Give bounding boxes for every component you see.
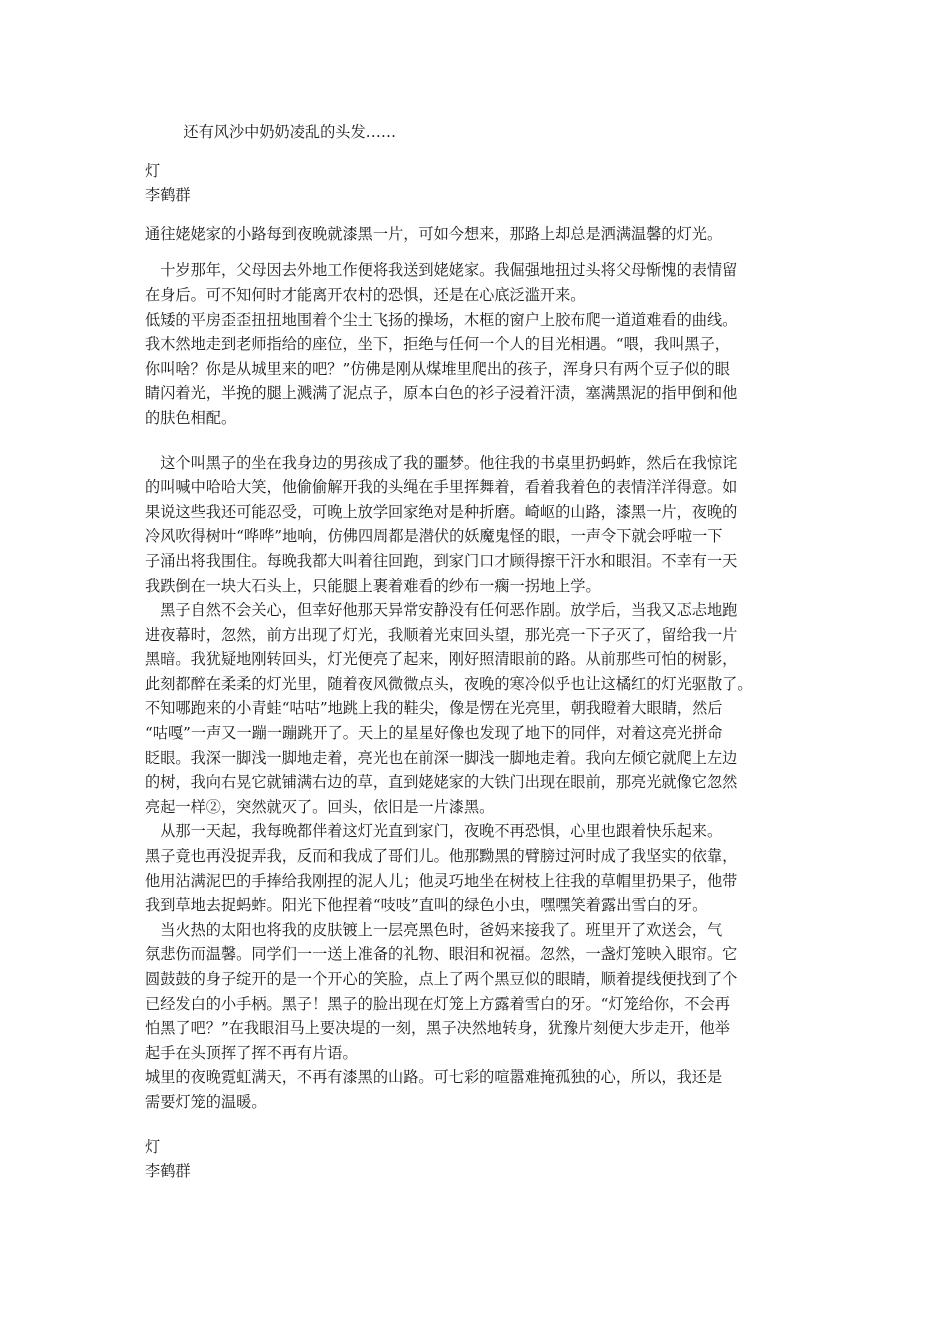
text-line: 的肤色相配。 [145,408,237,427]
text-line: 黑暗。我犹疑地刚转回头，灯光便亮了起来，刚好照清眼前的路。从前那些可怕的树影， [145,650,738,669]
text-line: 通往姥姥家的小路每到夜晚就漆黑一片，可如今想来，那路上却总是洒满温馨的灯光。 [145,224,723,243]
article-title: 灯 [145,161,161,180]
text-line: 我木然地走到老师指给的座位，坐下，拒绝与任何一个人的目光相遇。“喂，我叫黑子， [145,335,730,354]
text-line: 亮起一样②，突然就灭了。回头，依旧是一片漆黑。 [145,797,495,816]
text-line: 需要灯笼的温暖。 [145,1092,267,1111]
text-line: 起手在头顶挥了挥不再有片语。 [145,1043,358,1062]
text-line: 城里的夜晚霓虹满天，不再有漆黑的山路。可七彩的喧嚣难掩孤独的心，所以，我还是 [145,1068,723,1087]
document-page [145,120,810,1184]
text-line: 已经发白的小手柄。黑子！黑子的脸出现在灯笼上方露着雪白的牙。“灯笼给你，不会再 [145,994,730,1013]
text-line: 的叫喊中哈哈大笑，他偷偷解开我的头绳在手里挥舞着，看着我着色的表情洋洋得意。如 [145,478,738,497]
text-line: 十岁那年，父母因去外地工作便将我送到姥姥家。我倔强地扭过头将父母惭愧的表情留 [145,261,738,280]
text-line: 怕黑了吧？”在我眼泪马上要决堤的一刻，黑子决然地转身，犹豫片刻便大步走开，他举 [145,1019,730,1038]
text-line: 果说这些我还可能忍受，可晚上放学回家绝对是种折磨。崎岖的山路，漆黑一片，夜晚的 [145,502,738,521]
article-author: 李鹤群 [145,186,191,205]
text-line: 这个叫黑子的坐在我身边的男孩成了我的噩梦。他往我的书桌里扔蚂蚱，然后在我惊诧 [145,453,738,472]
text-line: 的树，我向右晃它就铺满右边的草，直到姥姥家的大铁门出现在眼前，那亮光就像它忽然 [145,773,738,792]
text-line: 冷风吹得树叶“哗哗”地响，仿佛四周都是潜伏的妖魔鬼怪的眼，一声令下就会呼啦一下 [145,527,723,546]
text-line: 睛闪着光，半挽的腿上溅满了泥点子，原本白色的衫子浸着汗渍，塞满黑泥的指甲倒和他 [145,384,738,403]
article-title-repeat: 灯 [145,1137,161,1156]
text-line: 我到草地去捉蚂蚱。阳光下他捏着“吱吱”直叫的绿色小虫，嘿嘿笑着露出雪白的牙。 [145,896,708,915]
text-line: 此刻都醉在柔柔的灯光里，随着夜风微微点头，夜晚的寒冷似乎也让这橘红的灯光驱散了。 [145,674,753,693]
text-line: 还有风沙中奶奶凌乱的头发…… [153,123,396,141]
text-line: 你叫啥？你是从城里来的吧？”仿佛是刚从煤堆里爬出的孩子，浑身只有两个豆子似的眼 [145,359,730,378]
text-line: 眨眼。我深一脚浅一脚地走着，亮光也在前深一脚浅一脚地走着。我向左倾它就爬上左边 [145,748,738,767]
text-line: 黑子自然不会关心，但幸好他那天异常安静没有任何恶作剧。放学后，当我又忑忐地跑 [145,601,738,620]
text-line: “咕嘎”一声又一蹦一蹦跳开了。天上的星星好像也发现了地下的同伴，对着这亮光拼命 [145,724,723,743]
text-line: 黑子竟也再没捉弄我，反而和我成了哥们儿。他那黝黑的臂膀过河时成了我坚实的依靠， [145,847,738,866]
text-line: 子涌出将我围住。每晚我都大叫着往回跑，到家门口才顾得擦干汗水和眼泪。不幸有一天 [145,551,738,570]
text-line: 在身后。可不知何时才能离开农村的恐惧，还是在心底泛滥开来。 [145,285,586,304]
text-line: 圆鼓鼓的身子绽开的是一个开心的笑脸，点上了两个黑豆似的眼睛，顺着提线便找到了个 [145,970,738,988]
article-author-repeat: 李鹤群 [145,1162,191,1181]
text-line: 从那一天起，我每晚都伴着这灯光直到家门，夜晚不再恐惧，心里也跟着快乐起来。 [145,822,723,841]
text-line: 当火热的太阳也将我的皮肤镀上一层亮黑色时，爸妈来接我了。班里开了欢送会，气 [145,920,723,939]
text-line: 氛悲伤而温馨。同学们一一送上准备的礼物、眼泪和祝福。忽然，一盏灯笼映入眼帘。它 [145,945,738,964]
text-line: 他用沾满泥巴的手捧给我刚捏的泥人儿；他灵巧地坐在树枝上往我的草帽里扔果子，他带 [145,871,738,890]
text-line: 不知哪跑来的小青蛙“咕咕”地跳上我的鞋尖，像是愣在光亮里，朝我瞪着大眼睛，然后 [145,699,723,718]
text-line: 进夜幕时，忽然，前方出现了灯光，我顺着光束回头望，那光亮一下子灭了，留给我一片 [145,625,738,644]
text-line: 低矮的平房歪歪扭扭地围着个尘土飞扬的操场，木框的窗户上胶布爬一道道难看的曲线。 [145,310,738,329]
text-line: 我跌倒在一块大石头上，只能腿上裹着难看的纱布一瘸一拐地上学。 [145,576,601,595]
